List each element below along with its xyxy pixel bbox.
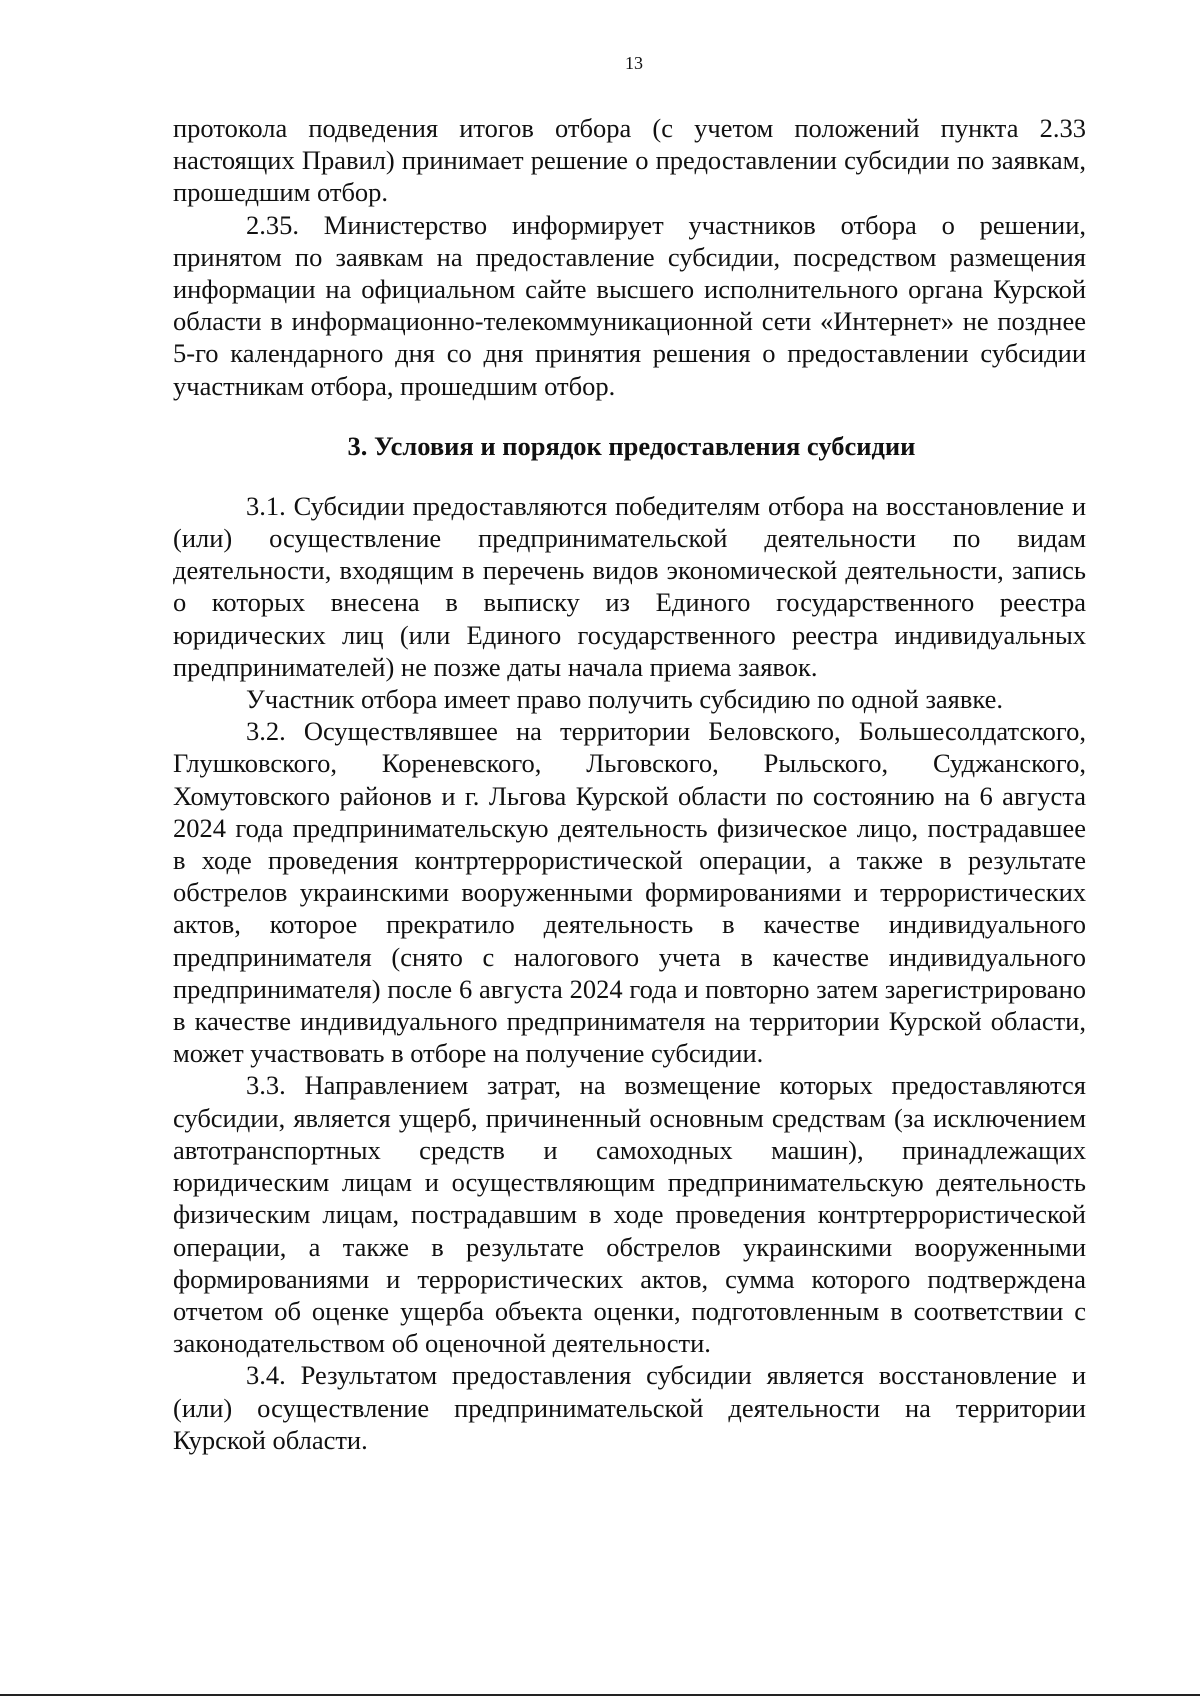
page-bottom-edge [0, 1694, 1200, 1696]
paragraph-3-4: 3.4. Результатом предоставления субсидии является восстановление и (или) осуществление предпринимательской деятельности на территории Курской области. [173, 1360, 1086, 1455]
page-number: 13 [625, 53, 643, 73]
paragraph-3-1: 3.1. Субсидии предоставляются победителям отбора на восстановление и (или) осуществление предпринимательской деятельности по видам деятельности, входящим в перечень видов экономической деятельности, запись о которых внесена в выписку из Единого государственного реестра юридических лиц (или Единого государственного реестра индивидуальных предпринимателей) не позже даты начала приема заявок. [173, 490, 1086, 682]
document-body [173, 112, 1086, 1456]
paragraph-3-3: 3.3. Направлением затрат, на возмещение которых предоставляются субсидии, является ущерб, причиненный основным средствам (за исключением автотранспортных средств и самоходных машин), принадлежащих юридическим лицам и осуществляющим предпринимательскую деятельность физическим лицам, пострадавшим в ходе проведения контртеррористической операции, а также в результате обстрелов украинскими вооруженными формированиями и террористических актов, сумма которого подтверждена отчетом об оценке ущерба объекта оценки, подготовленным в соответствии с законодательством об оценочной деятельности. [173, 1070, 1086, 1359]
paragraph-participant-right: Участник отбора имеет право получить субсидию по одной заявке. [246, 684, 1003, 715]
section-heading: 3. Условия и порядок предоставления субсидии [347, 430, 916, 461]
paragraph-2-35: 2.35. Министерство информирует участников отбора о решении, принятом по заявкам на предоставление субсидии, посредством размещения информации на официальном сайте высшего исполнительного органа Курской области в информационно-телекоммуникационной сети «Интернет» не позднее 5-го календарного дня со дня принятия решения о предоставлении субсидии участникам отбора, прошедшим отбор. [173, 209, 1086, 401]
paragraph-continuation: протокола подведения итогов отбора (с учетом положений пункта 2.33 настоящих Правил) принимает решение о предоставлении субсидии по заявкам, прошедшим отбор. [173, 113, 1086, 208]
paragraph-3-2: 3.2. Осуществлявшее на территории Беловского, Большесолдатского, Глушковского, Кореневского, Льговского, Рыльского, Суджанского, Хомутовского районов и г. Льгова Курской области по состоянию на 6 августа 2024 года предпринимательскую деятельность физическое лицо, пострадавшее в ходе проведения контртеррористической операции, а также в результате обстрелов украинскими вооруженными формированиями и террористических актов, которое прекратило деятельность в качестве индивидуального предпринимателя (снято с налогового учета в качестве индивидуального предпринимателя) после 6 августа 2024 года и повторно затем зарегистрировано в качестве индивидуального предпринимателя на территории Курской области, может участвовать в отборе на получение субсидии. [173, 716, 1086, 1069]
